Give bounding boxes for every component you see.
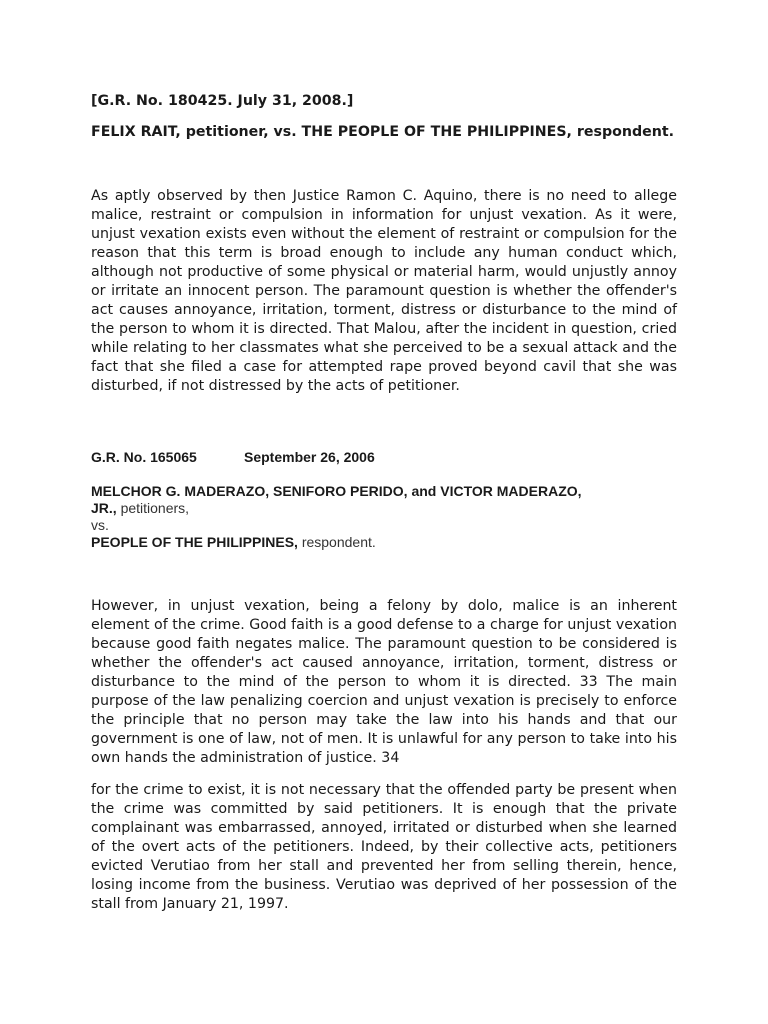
petitioners-names: MELCHOR G. MADERAZO, SENIFORO PERIDO, and VICTOR MADERAZO, [91,483,582,499]
case-excerpt-paragraph: However, in unjust vexation, being a felony by dolo, malice is an inherent element of the crime. Good faith is a good defense to a charge for unjust vexation because good faith negates malice. The paramount question to be considered is whether the offender's act caused annoyance, irritation, torment, distress or disturbance to the mind of the person to whom it is directed. 33 The main purpose of the law penalizing coercion and unjust vexation is precisely to enforce the principle that no person may take the law into his hands and that our government is one of law, not of men. It is unlawful for any person to take into his own hands the administration of justice. 34 [91,598,677,766]
case-excerpt-paragraph: for the crime to exist, it is not necessary that the offended party be present when the crime was committed by said petitioners. It is enough that the private complainant was embarrassed, annoyed, irritated or disturbed when she learned of the overt acts of the petitioners. Indeed, by their collective acts, petitioners evicted Verutiao from her stall and prevented her from selling therein, hence, losing income from the business. Verutiao was deprived of her possession of the stall from January 21, 1997. [91,782,677,912]
case-excerpt-paragraph: As aptly observed by then Justice Ramon C. Aquino, there is no need to allege malice, restraint or compulsion in information for unjust vexation. As it were, unjust vexation exists even without the element of restraint or compulsion for the reason that this term is broad enough to include any human conduct which, although not productive of some physical or material harm, would unjustly annoy or irritate an innocent person. The paramount question is whether the offender's act causes annoyance, irritation, torment, distress or disturbance to the mind of the person to whom it is directed. That Malou, after the incident in question, cried while relating to her classmates what she perceived to be a sexual attack and the fact that she filed a case for attempted rape proved beyond cavil that she was disturbed, if not distressed by the acts of petitioner. [91,188,677,394]
case-parties: FELIX RAIT, petitioner, vs. THE PEOPLE OF THE PHILIPPINES, respondent. [91,124,674,140]
case-header [91,449,677,466]
respondent-role: respondent. [297,534,376,550]
case-date: September 26, 2006 [244,449,375,465]
versus-label: vs. [91,517,109,533]
petitioners-line-2 [91,500,677,517]
case-parties-block [91,483,677,551]
case-citation: [G.R. No. 180425. July 31, 2008.] [91,93,354,109]
gr-number: G.R. No. 165065 [91,449,197,465]
petitioners-line-1 [91,483,677,500]
petitioners-role: petitioners, [116,500,190,516]
respondent-line [91,534,677,551]
petitioners-names-cont: JR., [91,500,117,516]
respondent-name: PEOPLE OF THE PHILIPPINES, [91,534,298,550]
